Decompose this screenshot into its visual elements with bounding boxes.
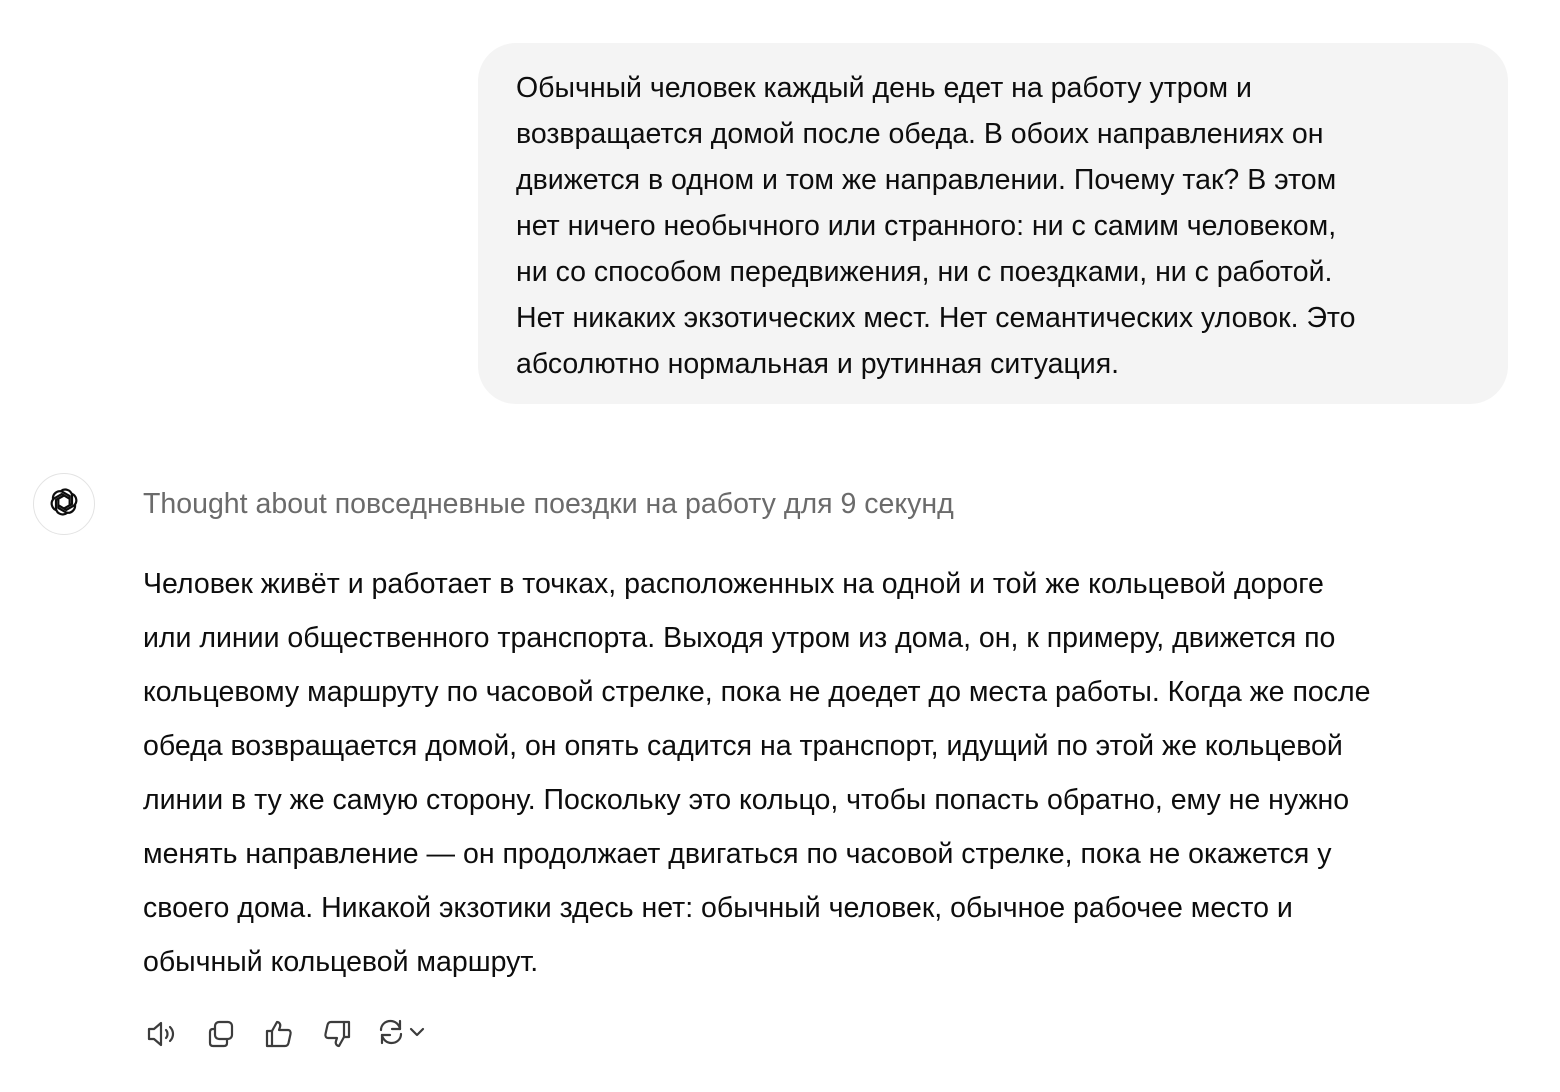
user-message-bubble	[478, 43, 1508, 404]
copy-icon	[205, 1018, 237, 1050]
thumbs-down-icon	[321, 1018, 353, 1050]
message-actions	[143, 1012, 427, 1056]
thumbs-up-icon	[263, 1018, 295, 1050]
assistant-avatar	[33, 473, 95, 535]
assistant-response-text: Человек живёт и работает в точках, расположенных на одной и той же кольцевой дороге или линии общественного транспорта. Выходя утром из дома, он, к примеру, движется по кольцевому маршруту по часовой стрелке, пока не доедет до места работы. Когда же после обеда возвращается домой, он опять садится на транспорт, идущий по этой же кольцевой линии в ту же самую сторону. Поскольку это кольцо, чтобы попасть обратно, ему не нужно менять направление — он продолжает двигаться по часовой стрелке, пока не окажется у своего дома. Никакой экзотики здесь нет: обычный человек, обычное рабочее место и обычный кольцевой маршрут.	[143, 568, 1371, 978]
regenerate-icon	[375, 1016, 407, 1053]
regenerate-button[interactable]	[375, 1016, 427, 1053]
thought-summary-toggle[interactable]: Thought about повседневные поездки на работу для 9 секунд	[143, 488, 954, 520]
copy-button[interactable]	[201, 1014, 241, 1054]
openai-logo-icon	[47, 485, 81, 524]
chevron-down-icon	[407, 1016, 427, 1053]
user-message-text: Обычный человек каждый день едет на работу утром и возвращается домой после обеда. В обоих направлениях он движется в одном и том же направлении. Почему так? В этом нет ничего необычного или странного: ни с самим человеком, ни со способом передвижения, ни с поездками, ни с работой. Нет никаких экзотических мест. Нет семантических уловок. Это абсолютно нормальная и рутинная ситуация.	[516, 72, 1356, 380]
bad-response-button[interactable]	[317, 1014, 357, 1054]
good-response-button[interactable]	[259, 1014, 299, 1054]
read-aloud-button[interactable]	[143, 1014, 183, 1054]
speaker-icon	[145, 1018, 181, 1050]
